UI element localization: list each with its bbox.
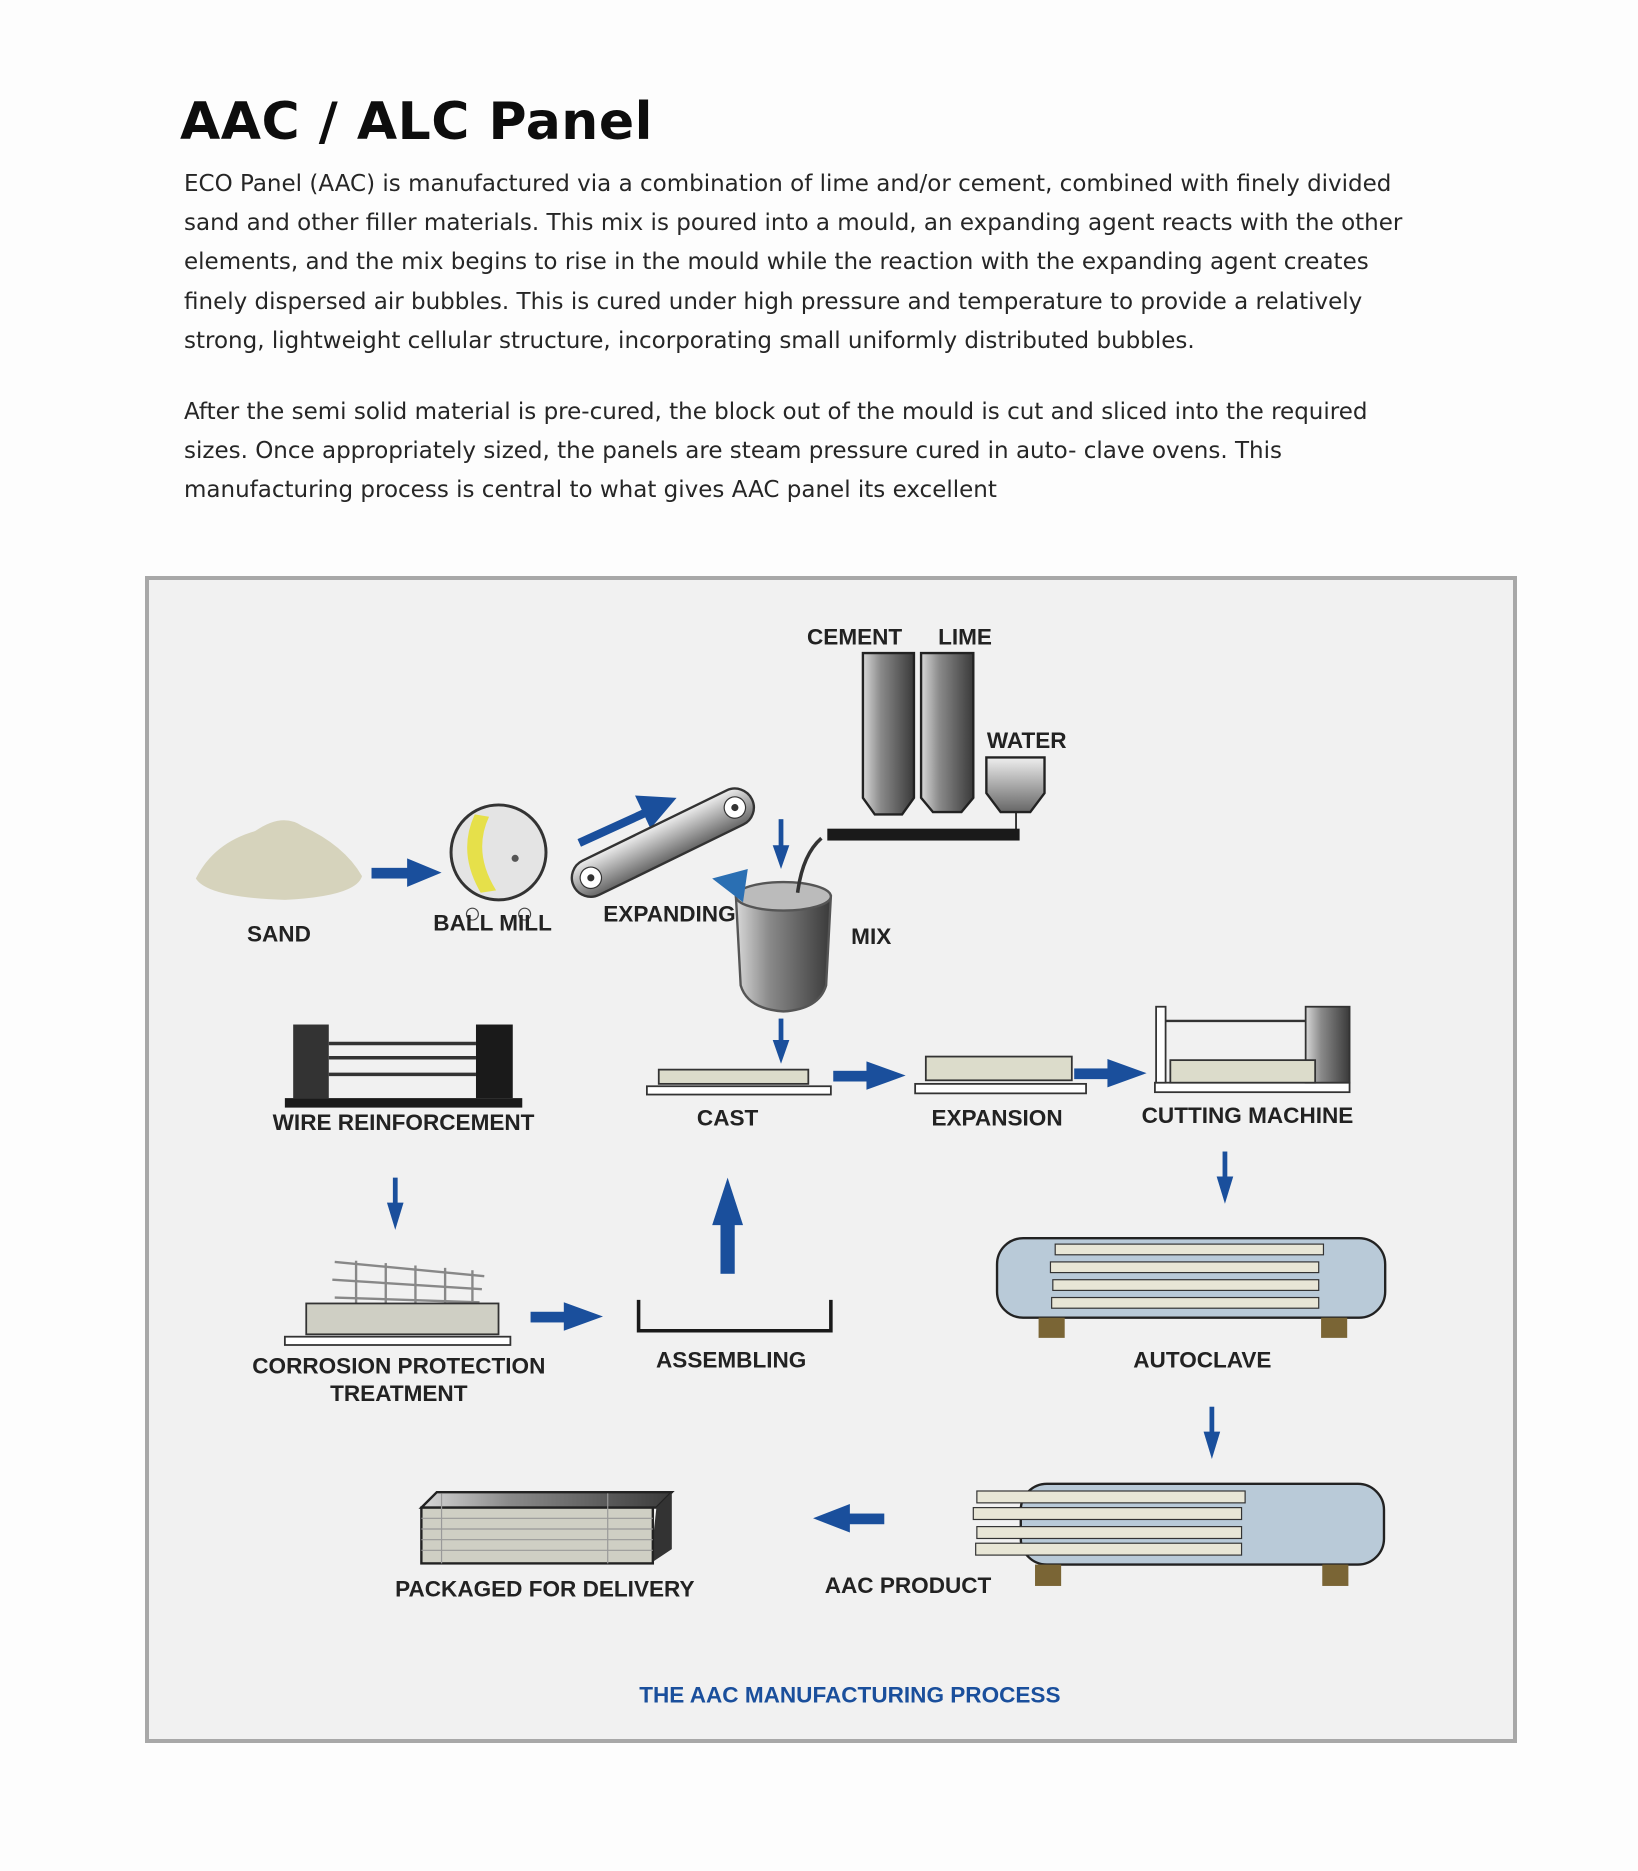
packaged-panels-icon <box>421 1492 671 1563</box>
page-title: AAC / ALC Panel <box>180 92 653 152</box>
arrow-right-icon <box>531 1302 603 1330</box>
aac-product-icon <box>973 1484 1384 1586</box>
cast-mould-icon <box>647 1070 831 1095</box>
arrow-up-icon <box>712 1178 743 1274</box>
arrow-down-icon <box>387 1178 404 1230</box>
diagram-title: THE AAC MANUFACTURING PROCESS <box>639 1682 1061 1708</box>
sand-pile-icon <box>196 820 362 900</box>
label-corrosion-protection: CORROSION PROTECTION <box>252 1353 546 1379</box>
autoclave-icon <box>997 1238 1385 1338</box>
label-wire-reinforcement: WIRE REINFORCEMENT <box>272 1110 535 1136</box>
arrow-left-icon <box>813 1504 884 1532</box>
label-cement: CEMENT <box>807 624 903 650</box>
label-expansion: EXPANSION <box>931 1105 1063 1131</box>
intro-paragraph: ECO Panel (AAC) is manufactured via a combination of lime and/or cement, combined with finely divided sand and other filler materials. This mix is poured into a mould, an expanding agent reacts with the other elements, and the mix begins to rise in the mould while the reaction with the expanding agent creates finely dispersed air bubbles. This is cured under high pressure and temperature to provide a relatively strong, lightweight cellular structure, incorporating small uniformly distributed bubbles. <box>184 171 1403 354</box>
label-expanding: EXPANDING <box>603 901 736 927</box>
label-water: WATER <box>986 727 1067 753</box>
arrow-right-icon <box>372 858 442 886</box>
label-aac-product: AAC PRODUCT <box>824 1573 992 1599</box>
ball-mill-icon <box>451 805 546 920</box>
process-paragraph: After the semi solid material is pre-cured, the block out of the mould is cut and sliced into the required sizes. Once appropriately sized, the panels are steam pressure cured in auto- clave ovens. This manufacturing process is central to what gives AAC panel its excellent <box>184 399 1368 504</box>
arrow-right-icon <box>833 1061 905 1089</box>
label-autoclave: AUTOCLAVE <box>1133 1347 1272 1373</box>
arrow-down-icon <box>1204 1407 1221 1459</box>
arrow-down-icon <box>773 819 790 869</box>
label-packaged: PACKAGED FOR DELIVERY <box>395 1576 695 1602</box>
label-cast: CAST <box>696 1105 759 1131</box>
label-lime: LIME <box>938 624 992 650</box>
label-mix: MIX <box>851 923 892 949</box>
arrow-down-icon <box>1217 1152 1234 1204</box>
assembling-mould-icon <box>639 1300 831 1331</box>
label-cutting-machine: CUTTING MACHINE <box>1141 1103 1354 1129</box>
wire-reinforcement-icon <box>285 1025 522 1108</box>
label-assembling: ASSEMBLING <box>656 1347 807 1373</box>
corrosion-treatment-icon <box>285 1261 511 1345</box>
label-ball-mill: BALL MILL <box>433 910 552 936</box>
arrow-down-icon <box>773 1019 790 1064</box>
cutting-machine-icon <box>1155 1007 1350 1092</box>
expansion-mould-icon <box>915 1057 1086 1094</box>
label-treatment: TREATMENT <box>330 1380 468 1406</box>
label-sand: SAND <box>246 921 311 947</box>
